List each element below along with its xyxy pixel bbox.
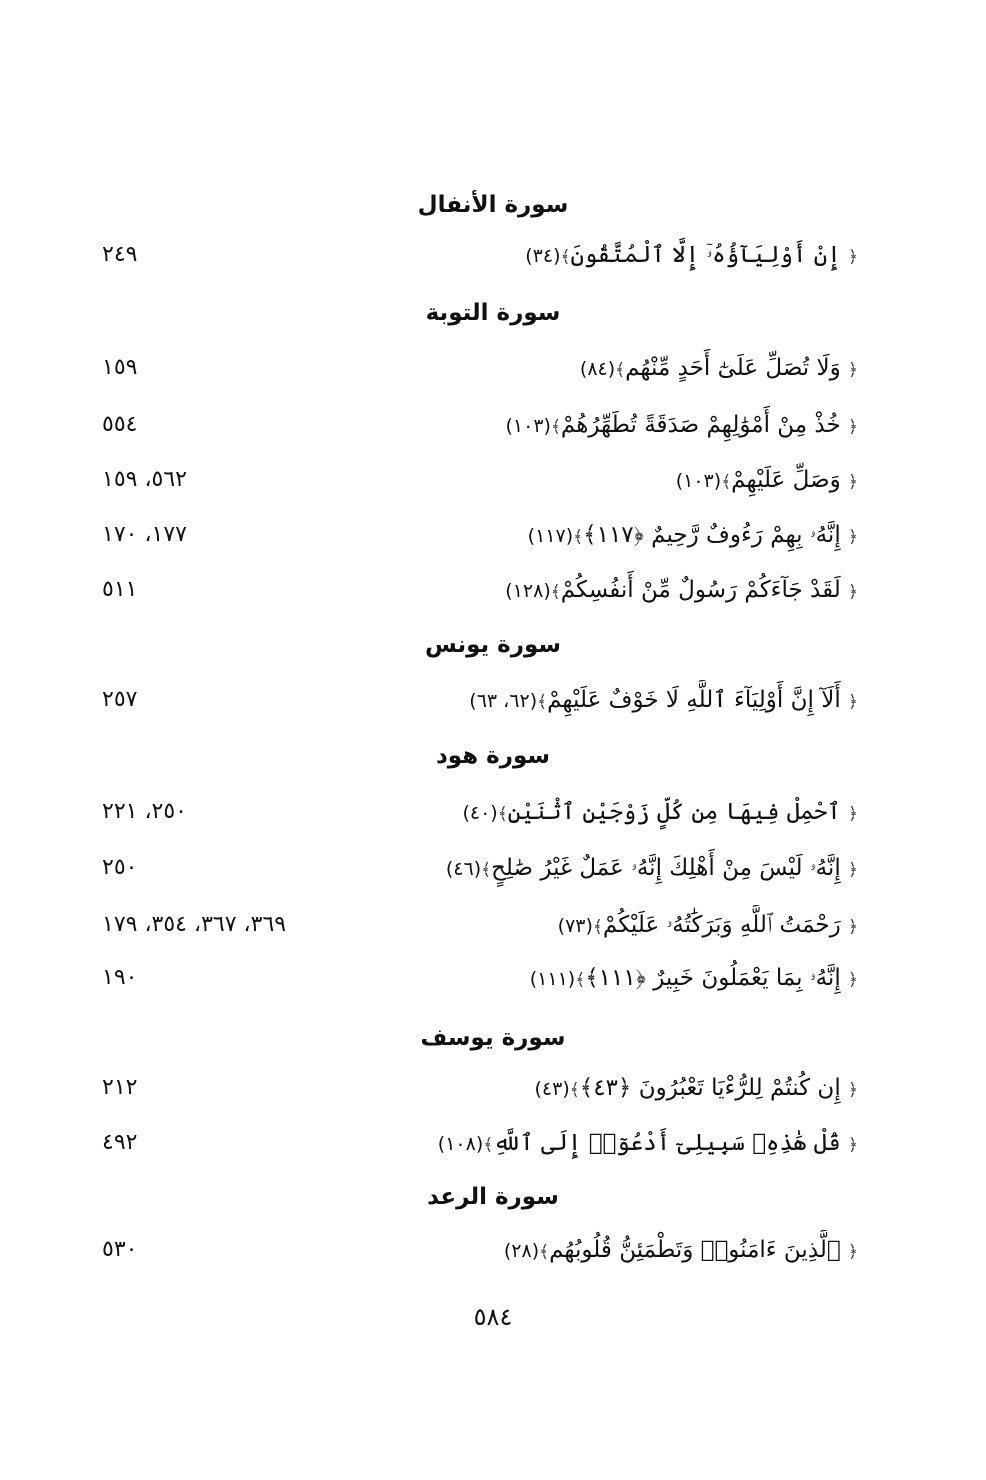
- verse-number: (١٠٨): [437, 1133, 484, 1155]
- verse-text: ٱحْمِلْ فِيهَا مِن كُلٍّ زَوْجَيْنِ ٱثْنَيْنِ: [507, 799, 841, 825]
- ornament-open-bracket: ﴿: [848, 917, 858, 937]
- verse-number: (٨٤): [579, 358, 616, 380]
- ornament-open-bracket: ﴿: [848, 360, 858, 380]
- ornament-open-bracket: ﴿: [848, 472, 858, 492]
- index-entry: [0, 905, 986, 945]
- verse-quote: [438, 1123, 858, 1165]
- verse-quote: [580, 348, 858, 390]
- ornament-close-bracket: ﴾: [497, 804, 508, 824]
- page-references: ٢٥٠: [102, 855, 138, 880]
- surah-heading: سورة يوسف: [420, 1025, 566, 1051]
- verse-number: (١٠٣): [505, 415, 551, 437]
- verse-number: (١١٧): [527, 525, 574, 547]
- index-entry: [0, 460, 986, 500]
- verse-text: خُذْ مِنْ أَمْوَٰلِهِمْ صَدَقَةً تُطَهِّرُهُمْ: [560, 412, 841, 438]
- index-entry: [0, 348, 986, 388]
- verse-text: قُلْ هَٰذِهِۦ سَبِيلِىٓ أَدْعُوٓا۟ إِلَى ٱللَّهِ: [493, 1130, 841, 1156]
- verse-number: (٢٨): [503, 1240, 540, 1262]
- ornament-open-bracket: ﴿: [848, 1242, 858, 1262]
- ornament-open-bracket: ﴿: [848, 527, 858, 547]
- page-references: ٥٥٤: [102, 412, 138, 437]
- index-entry: [0, 792, 986, 832]
- index-entry: [0, 570, 986, 610]
- ornament-close-bracket: ﴾: [550, 417, 561, 437]
- verse-number: (١١١): [529, 968, 576, 990]
- verse-quote: [558, 905, 858, 947]
- page-references: ١٥٩: [102, 355, 138, 380]
- page-references: ١٩٠: [102, 965, 138, 990]
- index-entry: [0, 1068, 986, 1108]
- verse-quote: [505, 405, 858, 447]
- verse-text: أَلَآ إِنَّ أَوْلِيَآءَ ٱللَّهِ لَا خَوْفٌ عَلَيْهِمْ: [547, 687, 841, 713]
- ornament-open-bracket: ﴿: [848, 804, 858, 824]
- ornament-close-bracket: ﴾: [615, 360, 626, 380]
- index-entry: [0, 515, 986, 555]
- ornament-close-bracket: ﴾: [539, 1242, 550, 1262]
- ornament-open-bracket: ﴿: [848, 247, 858, 267]
- page-references: ١٧٧، ١٧٠: [102, 522, 187, 547]
- verse-quote: [469, 680, 858, 722]
- surah-heading: سورة يونس: [424, 632, 562, 658]
- verse-quote: [446, 848, 858, 890]
- index-entry: [0, 1123, 986, 1163]
- ornament-open-bracket: ﴿: [848, 1135, 858, 1155]
- index-entry: [0, 235, 986, 275]
- verse-number: (٣٤): [525, 245, 561, 267]
- verse-quote: [528, 515, 858, 557]
- page-references: ٢٥٠، ٢٢١: [102, 799, 187, 824]
- verse-text: إِنَّهُۥ بِمَا يَعْمَلُونَ خَبِيرٌ ﴿١١١﴾: [585, 965, 841, 991]
- verse-quote: [504, 1230, 858, 1272]
- ornament-open-bracket: ﴿: [848, 860, 858, 880]
- verse-text: وَصَلِّ عَلَيْهِمْ: [731, 467, 841, 493]
- verse-quote: [525, 235, 858, 277]
- verse-text: لَقَدْ جَآءَكُمْ رَسُولٌ مِّنْ أَنفُسِكُمْ: [560, 577, 841, 603]
- page-references: ٥٣٠: [102, 1237, 138, 1262]
- ornament-close-bracket: ﴾: [721, 472, 732, 492]
- verse-number: (٤٠): [462, 802, 498, 824]
- index-entry: [0, 405, 986, 445]
- index-entry: [0, 1230, 986, 1270]
- surah-heading: سورة الأنفال: [417, 192, 569, 218]
- verse-text: إِنْ أَوْلِيَآؤُهُۥٓ إِلَّا ٱلْمُتَّقُونَ: [570, 242, 841, 268]
- ornament-close-bracket: ﴾: [592, 917, 603, 937]
- surah-heading: سورة التوبة: [425, 300, 561, 326]
- verse-text: إِنَّهُۥ بِهِمْ رَءُوفٌ رَّحِيمٌ ﴿١١٧﴾: [583, 522, 841, 548]
- page-number: ٥٨٤: [473, 1303, 513, 1331]
- ornament-open-bracket: ﴿: [848, 417, 858, 437]
- verse-number: (٦٢، ٦٣): [469, 690, 538, 712]
- ornament-close-bracket: ﴾: [575, 970, 586, 990]
- verse-quote: [534, 1068, 858, 1110]
- surah-heading: سورة هود: [435, 743, 551, 769]
- verse-quote: [676, 460, 858, 502]
- verse-quote: [462, 792, 858, 834]
- verse-text: إِنَّهُۥ لَيْسَ مِنْ أَهْلِكَ إِنَّهُۥ عَمَلٌ غَيْرُ صَٰلِحٍ: [491, 855, 841, 881]
- surah-heading: سورة الرعد: [427, 1184, 559, 1210]
- ornament-open-bracket: ﴿: [848, 582, 858, 602]
- verse-quote: [505, 570, 858, 612]
- index-entry: [0, 958, 986, 998]
- verse-number: (١٢٨): [505, 580, 551, 602]
- page-references: ٤٩٢: [102, 1130, 138, 1155]
- verse-number: (٤٦): [445, 858, 482, 880]
- verse-text: رَحْمَتُ ٱللَّهِ وَبَرَكَٰتُهُۥ عَلَيْكُمْ: [602, 912, 841, 938]
- page-references: ٥١١: [102, 577, 138, 602]
- page-references: ٢١٢: [102, 1075, 138, 1100]
- verse-text: ٱلَّذِينَ ءَامَنُوا۟ وَتَطْمَئِنُّ قُلُوبُهُم: [549, 1237, 841, 1263]
- verse-text: إِن كُنتُمْ لِلرُّءْيَا تَعْبُرُونَ ﴿٤٣﴾: [579, 1075, 841, 1101]
- verse-number: (١٠٣): [675, 470, 722, 492]
- verse-number: (٤٣): [534, 1078, 570, 1100]
- ornament-open-bracket: ﴿: [848, 692, 858, 712]
- index-entry: [0, 680, 986, 720]
- ornament-close-bracket: ﴾: [569, 1080, 580, 1100]
- index-entry: [0, 848, 986, 888]
- ornament-close-bracket: ﴾: [483, 1135, 494, 1155]
- page-references: ٥٦٢، ١٥٩: [102, 467, 187, 492]
- verse-quote: [530, 958, 858, 1000]
- ornament-close-bracket: ﴾: [537, 692, 548, 712]
- verse-number: (٧٣): [557, 915, 593, 937]
- ornament-close-bracket: ﴾: [573, 527, 584, 547]
- page-references: ٢٤٩: [102, 242, 138, 267]
- page-references: ٣٦٩، ٣٦٧، ٣٥٤، ١٧٩: [102, 912, 287, 937]
- ornament-close-bracket: ﴾: [481, 860, 492, 880]
- verse-text: وَلَا تُصَلِّ عَلَىٰٓ أَحَدٍ مِّنْهُم: [625, 355, 841, 381]
- page-references: ٢٥٧: [102, 687, 138, 712]
- ornament-open-bracket: ﴿: [848, 1080, 858, 1100]
- ornament-close-bracket: ﴾: [550, 582, 561, 602]
- ornament-open-bracket: ﴿: [848, 970, 858, 990]
- ornament-close-bracket: ﴾: [560, 247, 571, 267]
